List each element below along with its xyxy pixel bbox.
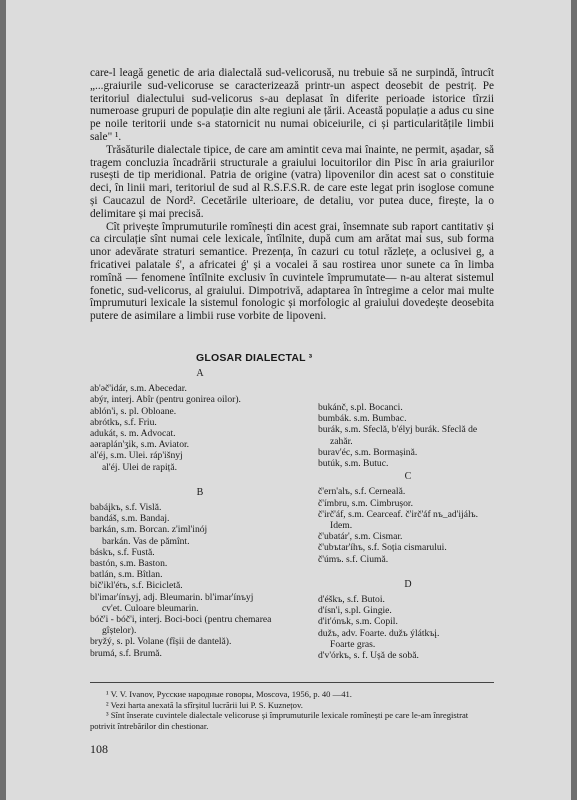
glossary-entry: ablón'i, s. pl. Obloane. — [90, 405, 177, 417]
glossary-entry: d'v'órkъ, s. f. Ușă de sobă. — [318, 650, 419, 662]
glossary-entry: č'ímbru, s.m. Cimbrușor. — [318, 497, 414, 509]
glossary-entry: bl'imar'ínъyj, adj. Bleumarin. bl'imar'ínъyj — [90, 591, 254, 603]
glossary-entry: brumá, s.f. Brumă. — [90, 647, 162, 659]
glossary-letter-heading: C — [404, 471, 412, 483]
glossary-letter-heading: B — [196, 486, 204, 498]
glossary-entry: č'ubatár', s.m. Cismar. — [318, 531, 403, 543]
glossary-entry: bryžý, s. pl. Volane (fîșii de dantelă). — [90, 636, 232, 648]
glossary-entry: bandáš, s.m. Bandaj. — [90, 513, 170, 525]
footnote: ² Vezi harta anexată la sfîrșitul lucrării lui P. S. Kuznețov. — [106, 699, 303, 710]
glossary-entry: bumbák. s.m. Bumbac. — [318, 413, 407, 425]
glossary-entry-continuation: Foarte gras. — [330, 638, 376, 650]
glossary-entry: d'it'ónъk, s.m. Copil. — [318, 616, 398, 628]
glossary-entry: č'ern'alъ, s.f. Cerneală. — [318, 486, 406, 498]
glossary-entry: č'ubъtar'íhъ, s.f. Soția cismarului. — [318, 542, 447, 554]
book-page — [6, 0, 571, 800]
paragraph: Trăsăturile dialectale tipice, de care am amintit ceva mai înainte, ne permit, așadar, să tragem concluzia încadrării structurale a graiului locuitorilor din Pisc în aria graiurilor rusești de tip meridional. Patria de origine (vatra) lipovenilor din acest sat o constituie deci, în linii mari, teritoriul de sud al R.S.F.S.R. de care este legat prin isoglose comune și Caucazul de Nord². Cecetările ulterioare, de detaliu, vor putea duce, firește, la o delimitare și mai precisă. — [90, 143, 494, 220]
spacer — [318, 565, 498, 577]
glossary-entry: al'éj, s.m. Ulei. ráp'išnyj — [90, 450, 183, 462]
glossary-entry: abýr, interj. Abîr (pentru gonirea oilor). — [90, 394, 241, 406]
glossary-letter-heading: A — [196, 368, 204, 379]
paragraph: care-l leagă genetic de aria dialectală sud-velicorusă, nu trebuie să ne surpindă, întrucît „...graiurile sud-velicoruse se caracterizează printr-un aspect deosebit de pestriț. Pe teritoriul dialectului sud-velicorus s-au deplasat în diferite perioade istorice tîrzii numeroase grupuri de populație din alte regiuni ale țării. Această populație a adus cu sine pe noile teritorii unde s-a statornicit nu numai obiceiurile, ci și particularitățile limbii sale" ¹. — [90, 67, 494, 143]
glossary-entry: abrótkъ, s.f. Friu. — [90, 416, 157, 428]
glossary-entry: č'irč'áf, s.m. Cearceaf. č'irč'áf nъ_ad'ijálъ. Idem. — [318, 508, 478, 532]
glossary-letter-heading: D — [404, 578, 412, 590]
glossary-entry: batlán, s.m. Bîtlan. — [90, 569, 163, 581]
spacer — [90, 473, 290, 485]
paragraph: Cît privește împrumuturile romînești din acest grai, însemnate sub raport cantitativ și ca circulație sînt numai cele lexicale, întîlnite, după cum am arătat mai sus, sub forma unor adevărate straturi semantice. Prezența, în cazuri cu totul răzlețe, a oclusivei g, a fricativei palatale ś', a africatei ǵ' și a vocalei ă sau rostirea unor sunete ca în limba romînă — fenomene întîlnite exclusiv în cuvintele împrumutate— n-au alterat sistemul fonetic, sud-velicorus, al graiului. Dimpotrivă, adaptarea în întregime a celor mai multe împrumuturi lexicale la sistemul fonologic și morfologic al graiului dovedește deosebita putere de asimilare a limbii ruse vorbite de lipoveni. — [90, 220, 494, 323]
glossary-entry: babáįkъ, s.f. Vislă. — [90, 502, 162, 514]
body-text — [90, 67, 494, 323]
glossary-entry: butúk, s.m. Butuc. — [318, 458, 389, 470]
glossary-entry: d'ísn'i, s.pl. Gingie. — [318, 605, 392, 617]
glossary-entry-continuation: barkán. Vas de pămînt. — [102, 535, 190, 547]
page-number: 108 — [90, 742, 108, 756]
glossary-title: GLOSAR DIALECTAL ³ — [196, 352, 313, 364]
glossary-right-column — [318, 402, 498, 661]
glossary-entry-continuation: al'éj. Ulei de rapiță. — [102, 461, 177, 473]
glossary-entry: d'éškъ, s.f. Butoi. — [318, 594, 385, 606]
glossary-entry: bóč'i - bóč'i, interj. Boci-boci (pentru chemarea gîștelor). — [90, 614, 272, 637]
glossary-entry: burav'éc, s.m. Bormașină. — [318, 446, 418, 458]
glossary-entry-continuation: cv'et. Culoare bleumarin. — [102, 602, 199, 614]
glossary-entry: bič'ikl'étъ, s.f. Bicicletă. — [90, 580, 183, 592]
glossary-entry: bukánč, s.pl. Bocanci. — [318, 402, 403, 413]
footnotes — [90, 682, 494, 731]
footnote: ³ Sînt înserate cuvintele dialectale velicoruse și împrumuturile lexicale romînești pe care le-am înregistrat potrivit întrebărilor din chestionar. — [90, 710, 469, 731]
glossary-entry: bastón, s.m. Baston. — [90, 558, 168, 570]
glossary-entry: ab'əč'idár, s.m. Abecedar. — [90, 383, 187, 395]
glossary-entry: báskъ, s.f. Fustă. — [90, 546, 155, 558]
glossary-entry: č'úmъ. s.f. Ciumă. — [318, 553, 389, 565]
glossary-entry: adukát, s. m. Advocat. — [90, 428, 176, 440]
glossary-entry: dužъ, adv. Foarte. dužъ ýlátkъį. — [318, 627, 440, 639]
footnote: ¹ V. V. Ivanov, Русские народные говоры, Moscova, 1956, p. 40 —41. — [106, 689, 352, 699]
glossary-entry: barkán, s.m. Borcan. z'iml'inój — [90, 524, 208, 536]
glossary-entry: burák, s.m. Sfeclă, b'élyj burák. Sfeclă de zahăr. — [318, 424, 478, 447]
glossary-entry: aəraplán'ʒik, s.m. Aviator. — [90, 439, 190, 451]
glossary-left-column — [90, 366, 290, 659]
